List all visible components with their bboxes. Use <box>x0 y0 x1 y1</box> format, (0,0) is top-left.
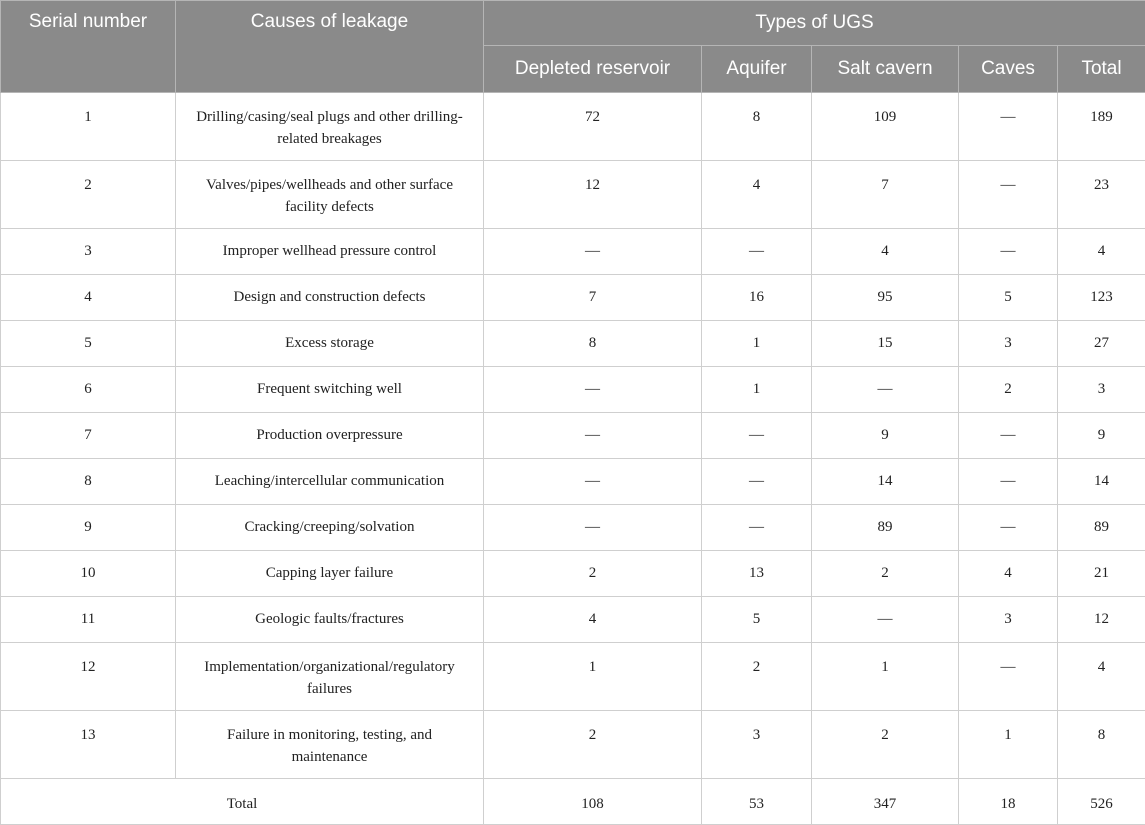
cell-depleted: 8 <box>484 321 702 367</box>
total-aquifer: 53 <box>702 779 812 825</box>
cell-depleted: 12 <box>484 161 702 229</box>
cell-aquifer: — <box>702 459 812 505</box>
cell-total: 8 <box>1058 711 1145 779</box>
cell-caves: — <box>959 93 1058 161</box>
cell-depleted: 72 <box>484 93 702 161</box>
cell-cause: Production overpressure <box>176 413 484 459</box>
cell-cause: Frequent switching well <box>176 367 484 413</box>
cell-cause: Cracking/creeping/solvation <box>176 505 484 551</box>
cell-cause: Geologic faults/fractures <box>176 597 484 643</box>
cell-cause: Design and construction defects <box>176 275 484 321</box>
cell-salt: 2 <box>812 551 959 597</box>
cell-total: 14 <box>1058 459 1145 505</box>
cell-caves: 1 <box>959 711 1058 779</box>
cell-aquifer: 8 <box>702 93 812 161</box>
header-salt-cavern: Salt cavern <box>812 46 959 93</box>
table-row <box>1 551 1145 597</box>
cell-total: 4 <box>1058 229 1145 275</box>
header-row-top <box>1 1 1145 46</box>
cell-aquifer: 3 <box>702 711 812 779</box>
table-row <box>1 367 1145 413</box>
total-depleted: 108 <box>484 779 702 825</box>
cell-aquifer: 4 <box>702 161 812 229</box>
cell-total: 189 <box>1058 93 1145 161</box>
cell-total: 4 <box>1058 643 1145 711</box>
cell-depleted: — <box>484 505 702 551</box>
cell-serial: 9 <box>1 505 176 551</box>
cell-serial: 1 <box>1 93 176 161</box>
cell-cause: Drilling/casing/seal plugs and other drilling-related breakages <box>176 93 484 161</box>
table-row <box>1 161 1145 229</box>
cell-aquifer: — <box>702 505 812 551</box>
total-caves: 18 <box>959 779 1058 825</box>
cell-salt: — <box>812 597 959 643</box>
cell-serial: 10 <box>1 551 176 597</box>
cell-salt: 4 <box>812 229 959 275</box>
cell-depleted: 4 <box>484 597 702 643</box>
cell-depleted: 1 <box>484 643 702 711</box>
header-depleted-reservoir: Depleted reservoir <box>484 46 702 93</box>
total-grand: 526 <box>1058 779 1145 825</box>
cell-depleted: 2 <box>484 711 702 779</box>
header-types-of-ugs: Types of UGS <box>484 1 1145 46</box>
cell-cause: Failure in monitoring, testing, and maintenance <box>176 711 484 779</box>
cell-caves: 5 <box>959 275 1058 321</box>
cell-total: 3 <box>1058 367 1145 413</box>
cell-serial: 13 <box>1 711 176 779</box>
cell-cause: Valves/pipes/wellheads and other surface facility defects <box>176 161 484 229</box>
cell-caves: 3 <box>959 597 1058 643</box>
total-row <box>1 779 1145 825</box>
cell-total: 9 <box>1058 413 1145 459</box>
header-serial-number: Serial number <box>1 1 176 93</box>
cell-depleted: — <box>484 413 702 459</box>
total-salt: 347 <box>812 779 959 825</box>
cell-cause: Excess storage <box>176 321 484 367</box>
table-row <box>1 505 1145 551</box>
table-row <box>1 413 1145 459</box>
cell-caves: — <box>959 229 1058 275</box>
cell-aquifer: — <box>702 413 812 459</box>
table-row <box>1 643 1145 711</box>
cell-salt: 7 <box>812 161 959 229</box>
cell-cause: Implementation/organizational/regulatory failures <box>176 643 484 711</box>
table-row <box>1 459 1145 505</box>
cell-serial: 5 <box>1 321 176 367</box>
cell-caves: — <box>959 161 1058 229</box>
cell-caves: — <box>959 505 1058 551</box>
cell-total: 123 <box>1058 275 1145 321</box>
cell-aquifer: 2 <box>702 643 812 711</box>
cell-cause: Leaching/intercellular communication <box>176 459 484 505</box>
cell-total: 12 <box>1058 597 1145 643</box>
cell-serial: 12 <box>1 643 176 711</box>
cell-aquifer: 13 <box>702 551 812 597</box>
cell-salt: 89 <box>812 505 959 551</box>
cell-total: 21 <box>1058 551 1145 597</box>
cell-caves: 2 <box>959 367 1058 413</box>
cell-aquifer: 5 <box>702 597 812 643</box>
cell-depleted: — <box>484 459 702 505</box>
cell-serial: 8 <box>1 459 176 505</box>
header-caves: Caves <box>959 46 1058 93</box>
cell-caves: — <box>959 643 1058 711</box>
cell-salt: 14 <box>812 459 959 505</box>
cell-salt: 109 <box>812 93 959 161</box>
cell-caves: 3 <box>959 321 1058 367</box>
cell-aquifer: 1 <box>702 321 812 367</box>
cell-caves: — <box>959 459 1058 505</box>
total-label: Total <box>1 779 484 825</box>
cell-depleted: — <box>484 229 702 275</box>
cell-depleted: 2 <box>484 551 702 597</box>
cell-serial: 2 <box>1 161 176 229</box>
cell-salt: 2 <box>812 711 959 779</box>
header-aquifer: Aquifer <box>702 46 812 93</box>
header-causes-of-leakage: Causes of leakage <box>176 1 484 93</box>
table-row <box>1 229 1145 275</box>
cell-total: 89 <box>1058 505 1145 551</box>
cell-depleted: — <box>484 367 702 413</box>
cell-cause: Capping layer failure <box>176 551 484 597</box>
cell-aquifer: 16 <box>702 275 812 321</box>
cell-aquifer: — <box>702 229 812 275</box>
cell-serial: 3 <box>1 229 176 275</box>
cell-aquifer: 1 <box>702 367 812 413</box>
cell-caves: — <box>959 413 1058 459</box>
cell-serial: 11 <box>1 597 176 643</box>
cell-salt: — <box>812 367 959 413</box>
cell-total: 27 <box>1058 321 1145 367</box>
cell-total: 23 <box>1058 161 1145 229</box>
cell-serial: 4 <box>1 275 176 321</box>
table-row <box>1 93 1145 161</box>
table-row <box>1 275 1145 321</box>
cell-depleted: 7 <box>484 275 702 321</box>
table-row <box>1 597 1145 643</box>
table-row <box>1 321 1145 367</box>
cell-cause: Improper wellhead pressure control <box>176 229 484 275</box>
cell-serial: 6 <box>1 367 176 413</box>
cell-caves: 4 <box>959 551 1058 597</box>
cell-salt: 9 <box>812 413 959 459</box>
header-total: Total <box>1058 46 1145 93</box>
cell-salt: 95 <box>812 275 959 321</box>
cell-serial: 7 <box>1 413 176 459</box>
table-row <box>1 711 1145 779</box>
cell-salt: 15 <box>812 321 959 367</box>
cell-salt: 1 <box>812 643 959 711</box>
